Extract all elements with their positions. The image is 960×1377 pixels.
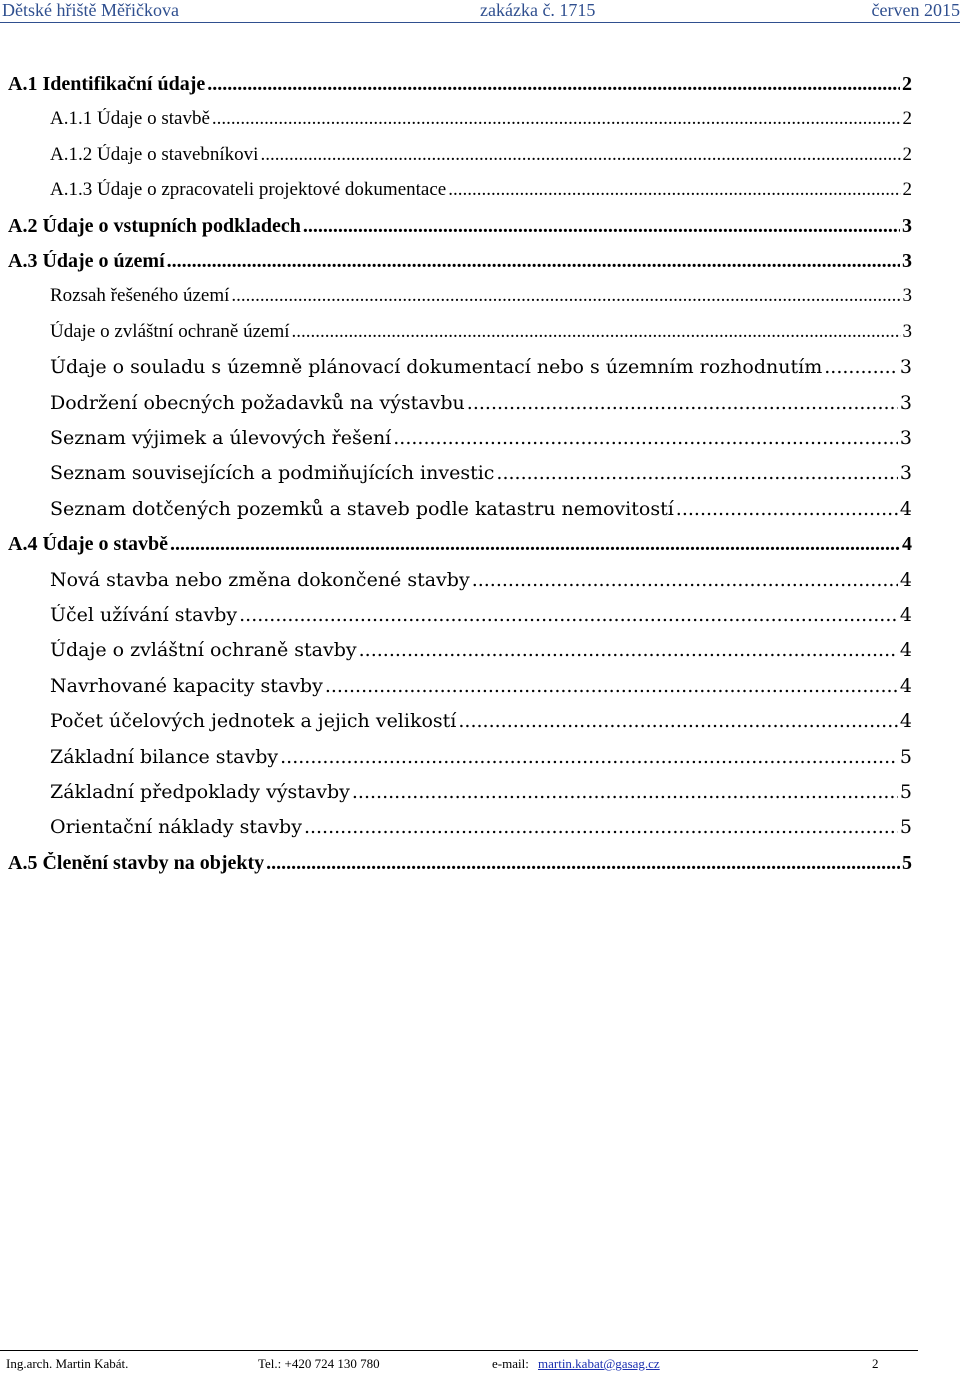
toc-entry[interactable]: [8, 852, 912, 886]
toc-entry[interactable]: [50, 498, 912, 532]
toc-entry[interactable]: [50, 604, 912, 638]
toc-leader-dots: [458, 710, 898, 732]
toc-entry-label: A.4 Údaje o stavbě: [8, 533, 168, 556]
toc-entry-label: A.2 Údaje o vstupních podkladech: [8, 214, 301, 237]
toc-entry[interactable]: [8, 215, 912, 249]
toc-leader-dots: [303, 215, 900, 238]
toc-entry-label: A.1 Identifikační údaje: [8, 73, 206, 95]
header-project: Dětské hřiště Měřičkova: [2, 0, 179, 20]
header-date: červen 2015: [871, 0, 960, 20]
toc-leader-dots: [359, 639, 898, 661]
toc-entry[interactable]: [50, 427, 912, 461]
toc-entry[interactable]: [50, 710, 912, 744]
toc-entry[interactable]: [50, 781, 912, 815]
toc-entry-label: Údaje o zvláštní ochraně území: [50, 320, 290, 342]
toc-entry[interactable]: [50, 816, 912, 850]
toc-entry-page: 3: [902, 214, 912, 237]
toc-entry-label: Nová stavba nebo změna dokončené stavby: [50, 568, 470, 591]
toc-leader-dots: [467, 392, 898, 414]
toc-leader-dots: [292, 321, 901, 343]
header-rule: [0, 22, 960, 23]
toc-entry-label: Seznam dotčených pozemků a staveb podle katastru nemovitostí: [50, 497, 674, 520]
toc-entry-label: A.1.2 Údaje o stavebníkovi: [50, 143, 259, 165]
toc-entry[interactable]: [8, 73, 912, 107]
toc-leader-dots: [239, 604, 898, 626]
toc-leader-dots: [260, 144, 900, 166]
footer-email-link[interactable]: martin.kabat@gasag.cz: [538, 1356, 660, 1371]
toc-entry-page: 5: [902, 851, 912, 874]
toc-entry-label: Navrhované kapacity stavby: [50, 674, 323, 697]
toc-entry-page: 2: [902, 179, 912, 201]
toc-entry-page: 5: [899, 745, 912, 768]
toc-entry-label: Údaje o zvláštní ochraně stavby: [50, 639, 357, 662]
toc-entry-label: Orientační náklady stavby: [50, 816, 302, 839]
toc-leader-dots: [231, 285, 900, 307]
toc-entry-page: 4: [899, 639, 912, 662]
toc-entry-label: Základní bilance stavby: [50, 745, 279, 768]
toc-entry[interactable]: [50, 569, 912, 603]
toc-entry[interactable]: [50, 675, 912, 709]
toc-leader-dots: [207, 73, 900, 96]
toc-entry-page: 3: [899, 391, 912, 414]
toc-entry[interactable]: [50, 462, 912, 496]
page-header: [0, 0, 960, 22]
toc-entry-page: 2: [902, 108, 912, 130]
footer-author: Ing.arch. Martin Kabát.: [6, 1356, 129, 1371]
toc-entry[interactable]: [50, 392, 912, 426]
toc-entry-page: 4: [899, 568, 912, 591]
toc-entry[interactable]: [50, 285, 912, 319]
footer-rule: [0, 1350, 918, 1351]
toc-entry-label: Základní předpoklady výstavby: [50, 781, 350, 803]
toc-entry-label: Seznam výjimek a úlevových řešení: [50, 427, 392, 449]
toc-entry-page: 3: [899, 427, 912, 449]
toc-entry-page: 2: [902, 73, 912, 95]
toc-entry-page: 3: [899, 462, 912, 485]
toc-entry[interactable]: [50, 639, 912, 673]
toc-leader-dots: [448, 179, 900, 201]
toc-entry-page: 2: [902, 143, 912, 165]
toc-entry-page: 4: [902, 533, 912, 556]
toc-entry-label: Dodržení obecných požadavků na výstavbu: [50, 391, 465, 414]
toc-entry[interactable]: [8, 250, 912, 284]
toc-leader-dots: [496, 462, 897, 484]
toc-entry[interactable]: [50, 179, 912, 213]
toc-entry-label: Účel užívání stavby: [50, 604, 238, 626]
toc-entry-label: A.3 Údaje o území: [8, 250, 165, 272]
toc-entry-page: 5: [899, 816, 912, 839]
footer-page-number: 2: [872, 1356, 879, 1371]
header-order: zakázka č. 1715: [480, 0, 596, 20]
toc-entry-label: A.1.3 Údaje o zpracovateli projektové dokumentace: [50, 179, 447, 201]
toc-leader-dots: [824, 356, 898, 378]
toc-entry-label: Počet účelových jednotek a jejich velikostí: [50, 710, 457, 733]
toc-entry-label: A.5 Členění stavby na objekty: [8, 851, 265, 874]
toc-leader-dots: [472, 569, 898, 591]
footer-email-label: e-mail:: [492, 1356, 529, 1371]
toc-leader-dots: [170, 533, 900, 556]
toc-entry-label: A.1.1 Údaje o stavbě: [50, 108, 210, 130]
toc-entry[interactable]: [50, 321, 912, 355]
toc-entry[interactable]: [50, 356, 912, 390]
toc-entry-page: 5: [899, 781, 912, 803]
toc-leader-dots: [167, 250, 900, 273]
toc-entry[interactable]: [50, 108, 912, 142]
toc-entry-page: 4: [899, 710, 912, 733]
toc-entry-page: 4: [899, 674, 912, 697]
toc-leader-dots: [352, 781, 898, 803]
toc-entry[interactable]: [50, 144, 912, 178]
toc-entry-page: 3: [899, 356, 912, 379]
toc-entry-page: 4: [899, 497, 912, 520]
toc-entry[interactable]: [50, 746, 912, 780]
toc-entry-label: Seznam souvisejících a podmiňujících investic: [50, 462, 495, 485]
toc-leader-dots: [325, 675, 898, 697]
toc-entry-page: 4: [899, 604, 912, 626]
toc-entry[interactable]: [8, 533, 912, 567]
toc-leader-dots: [266, 852, 900, 875]
page-footer: [0, 1350, 960, 1377]
toc-entry-page: 3: [902, 285, 912, 307]
toc-leader-dots: [676, 498, 898, 520]
toc-leader-dots: [212, 108, 901, 130]
toc-entry-page: 3: [902, 320, 912, 342]
toc-leader-dots: [304, 816, 898, 838]
toc-entry-label: Rozsah řešeného území: [50, 285, 230, 307]
toc-leader-dots: [393, 427, 898, 449]
footer-phone: Tel.: +420 724 130 780: [258, 1356, 380, 1371]
toc-entry-label: Údaje o souladu s územně plánovací dokumentací nebo s územním rozhodnutím: [50, 356, 823, 379]
toc-leader-dots: [280, 746, 898, 768]
toc-entry-page: 3: [902, 250, 912, 272]
